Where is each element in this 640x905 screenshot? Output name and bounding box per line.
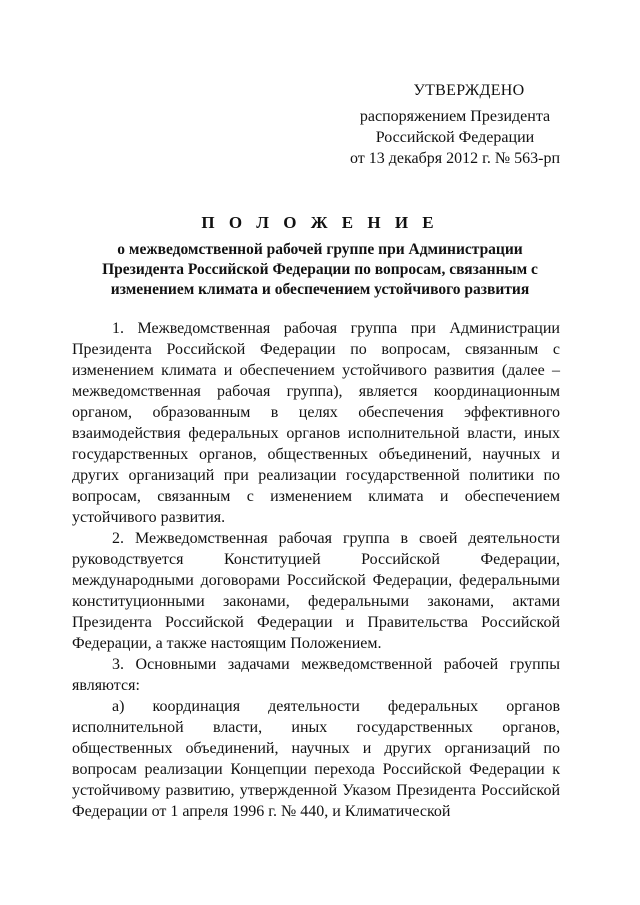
paragraph-2: 2. Межведомственная рабочая группа в своей деятельности руководствуется Конституцией Российской Федерации, международными договорами Российской Федерации, федеральными конституционными законами, федеральными законами, актами Президента Российской Федерации и Правительства Российской Федерации, а также настоящим Положением. [72,530,560,652]
doc-subject [80,240,560,300]
document-title [80,212,560,300]
paragraph-3: 3. Основными задачами межведомственной рабочей группы являются: [72,656,560,694]
order-line-1: распоряжением Президента [359,108,551,125]
subject-line-3: изменением климата и обеспечением устойчивого развития [110,281,530,298]
paragraph-3a: а) координация деятельности федеральных органов исполнительной власти, иных государственных органов, общественных объединений, научных и других организаций по вопросам реализации Концепции перехода Российской Федерации к устойчивому развитию, утвержденной Указом Президента Российской Федерации от 1 апреля 1996 г. № 440, и Климатической [72,698,560,820]
document-body [72,318,560,822]
approval-stamp [340,80,570,169]
order-line-2: Российской Федерации [375,129,535,146]
approved-label: УТВЕРЖДЕНО [413,82,525,99]
doc-type-heading: П О Л О Ж Е Н И Е [201,213,439,232]
subject-line-1: о межведомственной рабочей группе при Администрации [117,241,523,258]
subject-line-2: Президента Российской Федерации по вопросам, связанным с [102,261,538,278]
order-line-3: от 13 декабря 2012 г. № 563-рп [349,150,561,167]
paragraph-1: 1. Межведомственная рабочая группа при Администрации Президента Российской Федерации по вопросам, связанным с изменением климата и обеспечением устойчивого развития (далее – межведомственная рабочая группа), является координационным органом, образованным в целях обеспечения эффективного взаимодействия федеральных органов исполнительной власти, иных государственных органов, общественных объединений, научных и других организаций при реализации государственной политики по вопросам, связанным с изменением климата и обеспечением устойчивого развития. [72,320,560,526]
